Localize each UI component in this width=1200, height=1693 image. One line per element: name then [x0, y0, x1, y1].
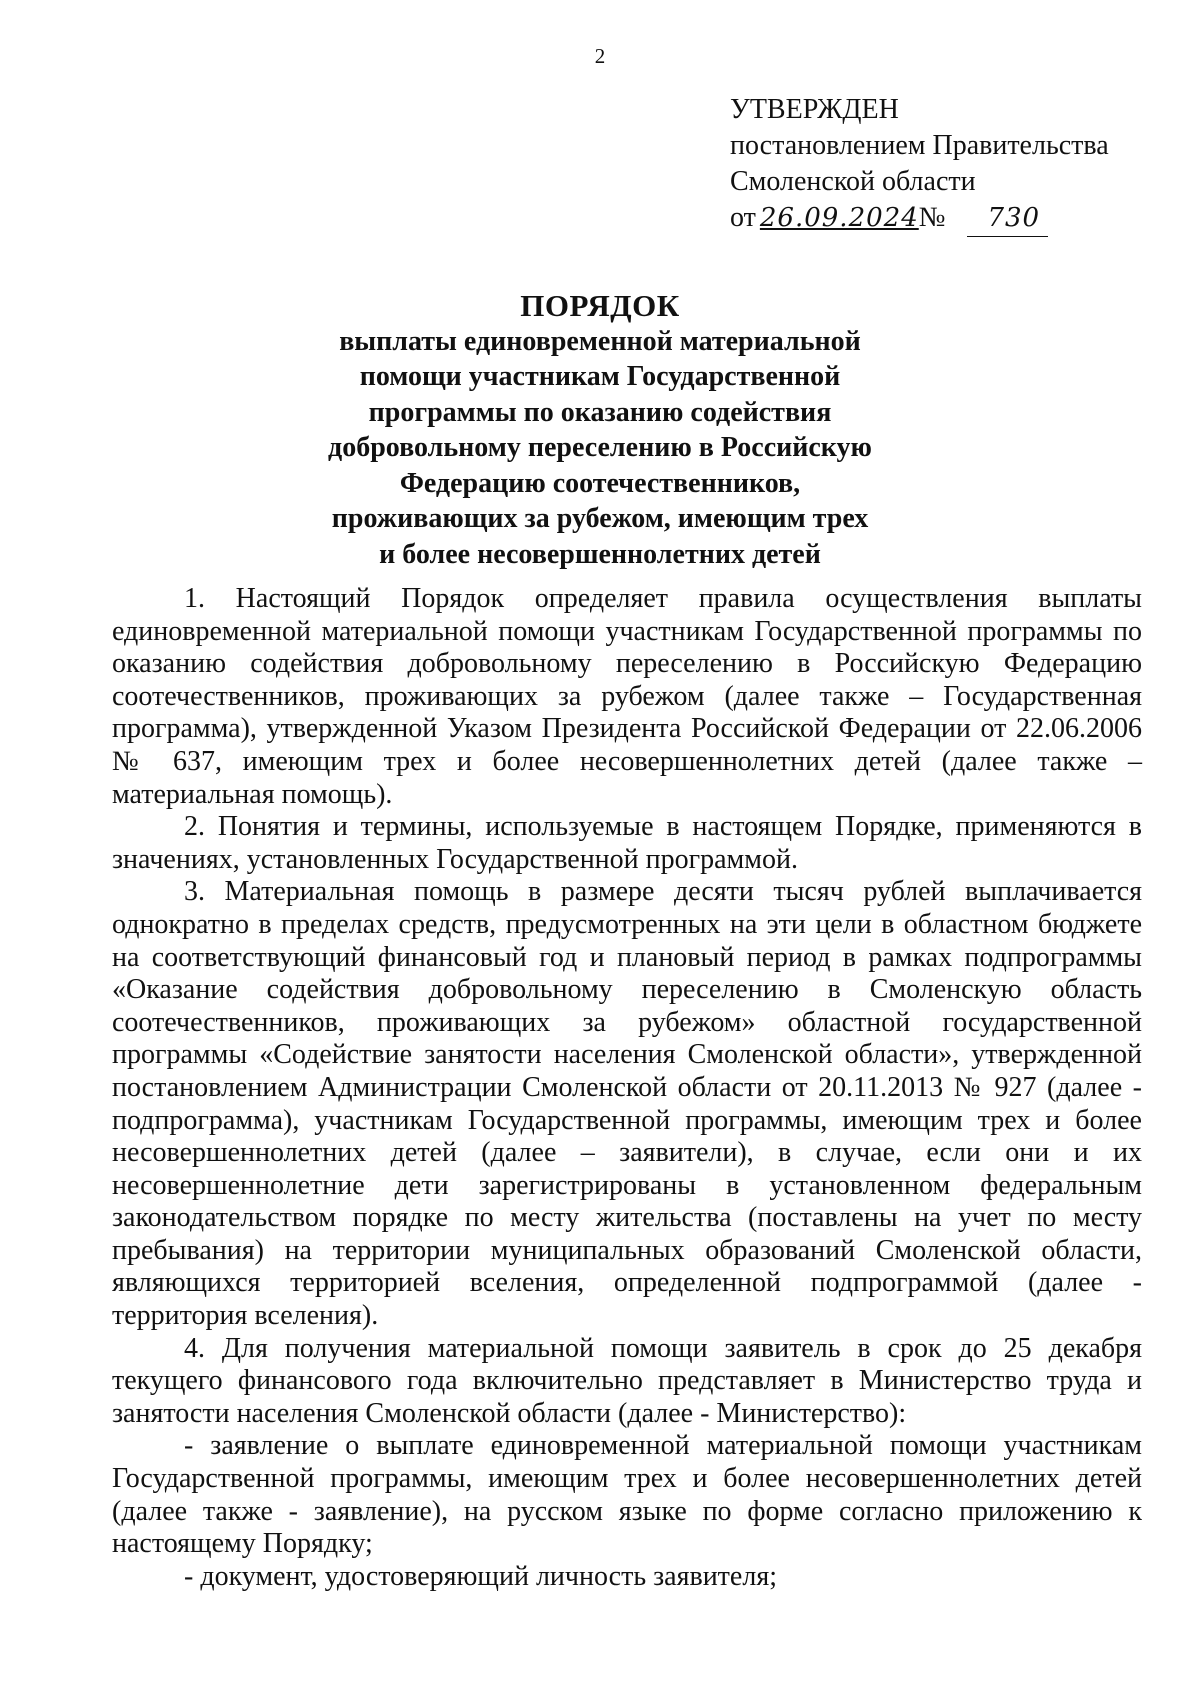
title-line: Федерацию соотечественников, [399, 467, 801, 499]
approval-line-decree: постановлением Правительства [730, 130, 1109, 161]
approval-line-region: Смоленской области [730, 166, 976, 197]
title-line: добровольному переселению в Российскую [328, 432, 872, 463]
number-sign: № [918, 202, 946, 233]
paragraph-4: 4. Для получения материальной помощи заявитель в срок до 25 декабря текущего финансового года включительно представляет в Министерство труда и занятости населения Смоленской области (далее - Министерство): [112, 1332, 1142, 1429]
title-line: помощи участникам Государственной [359, 361, 841, 392]
document-title [0, 288, 1200, 572]
list-item-application: - заявление о выплате единовременной материальной помощи участникам Государственной программы, имеющим трех и более несовершеннолетних детей (далее также - заявление), на русском языке по форме согласно приложению к настоящему Порядку; [112, 1430, 1142, 1560]
handwritten-number: 730 [967, 200, 1048, 237]
date-prefix: от [730, 202, 756, 233]
page-number: 2 [594, 44, 606, 68]
title-line: и более несовершеннолетних детей [379, 538, 821, 570]
title-line: программы по оказанию содействия [368, 396, 832, 428]
approval-block [730, 92, 1170, 237]
approval-heading: УТВЕРЖДЕН [730, 94, 899, 125]
handwritten-date: 26.09.2024 [759, 203, 919, 233]
title-main: ПОРЯДОК [520, 288, 680, 323]
paragraph-1: 1. Настоящий Порядок определяет правила осуществления выплаты единовременной материальной помощи участникам Государственной программы по оказанию содействия добровольному переселению в Российскую Федерацию соотечественников, проживающих за рубежом (далее также – Государственная программа), утвержденной Указом Президента Российской Федерации от 22.06.2006 № 637, имеющим трех и более несовершеннолетних детей (далее также – материальная помощь). [112, 583, 1142, 810]
title-line: проживающих за рубежом, имеющим трех [331, 503, 869, 534]
paragraph-3: 3. Материальная помощь в размере десяти тысяч рублей выплачивается однократно в пределах средств, предусмотренных на эти цели в областном бюджете на соответствующий финансовый год и плановый период в рамках подпрограммы «Оказание содействия добровольному переселению в Смоленскую область соотечественников, проживающих за рубежом» областной государственной программы «Содействие занятости населения Смоленской области», утвержденной постановлением Администрации Смоленской области от 20.11.2013 № 927 (далее - подпрограмма), участникам Государственной программы, имеющим трех и более несовершеннолетних детей (далее – заявители), в случае, если они и их несовершеннолетние дети зарегистрированы в установленном федеральным законодательством порядке по месту жительства (поставлены на учет по месту пребывания) на территории муниципальных образований Смоленской области, являющихся территорией вселения, определенной подпрограммой (далее - территория вселения). [112, 876, 1142, 1332]
approval-date-line [730, 200, 1170, 237]
paragraph-2: 2. Понятия и термины, используемые в настоящем Порядке, применяются в значениях, установленных Государственной программой. [112, 811, 1142, 875]
list-item-identity-document: - документ, удостоверяющий личность заявителя; [184, 1560, 777, 1592]
title-line: выплаты единовременной материальной [339, 325, 861, 357]
document-body [112, 583, 1142, 1593]
